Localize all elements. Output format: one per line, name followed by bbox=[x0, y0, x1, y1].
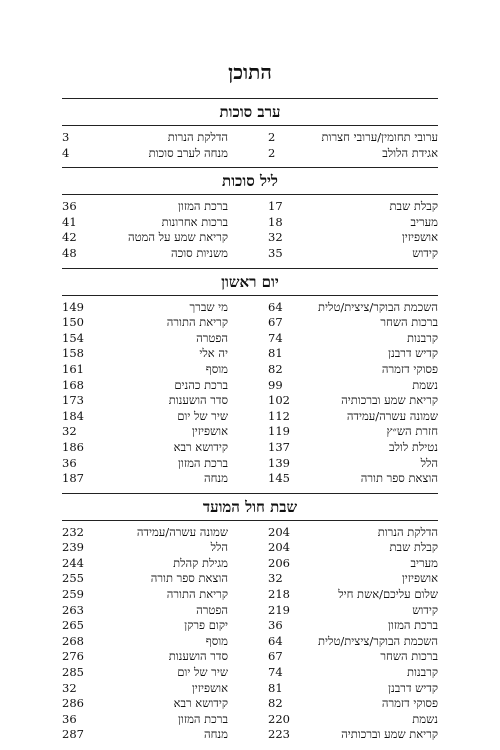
toc-entry[interactable] bbox=[250, 346, 438, 362]
entry-page-number: 3 bbox=[62, 130, 70, 144]
toc-entry[interactable] bbox=[250, 378, 438, 394]
entry-title: יה אלי bbox=[199, 346, 228, 361]
entry-page-number: 48 bbox=[62, 245, 77, 260]
toc-column-left bbox=[62, 199, 250, 261]
entry-page-number: 204 bbox=[268, 540, 290, 555]
entry-title: קבלת שבת bbox=[389, 540, 438, 555]
entry-page-number: 286 bbox=[62, 696, 84, 711]
entry-page-number: 32 bbox=[62, 680, 77, 695]
toc-entry[interactable] bbox=[62, 471, 250, 487]
entry-title: שיר של יום bbox=[177, 665, 228, 680]
entry-page-number: 220 bbox=[268, 711, 290, 726]
entry-page-number: 82 bbox=[268, 361, 283, 376]
toc-column-right bbox=[250, 199, 438, 261]
toc-section bbox=[62, 493, 438, 743]
toc-entry[interactable] bbox=[62, 665, 250, 681]
entry-title: שמונה עשרה/עמידה bbox=[346, 408, 438, 423]
entry-title: שיר של יום bbox=[177, 408, 228, 423]
toc-entry[interactable] bbox=[62, 300, 250, 316]
entry-page-number: 67 bbox=[268, 315, 283, 330]
entry-title: קרבנות bbox=[406, 330, 438, 345]
toc-entry[interactable] bbox=[62, 346, 250, 362]
entry-page-number: 42 bbox=[62, 230, 77, 245]
toc-column-left bbox=[62, 525, 250, 743]
toc-entry[interactable] bbox=[250, 556, 438, 572]
entry-page-number: 287 bbox=[62, 727, 84, 742]
toc-column-right bbox=[250, 130, 438, 161]
toc-entry[interactable] bbox=[62, 331, 250, 347]
toc-entry[interactable] bbox=[250, 712, 438, 728]
toc-entry[interactable] bbox=[250, 246, 438, 262]
entry-page-number: 259 bbox=[62, 587, 84, 602]
toc-entry[interactable] bbox=[250, 603, 438, 619]
toc-sections bbox=[62, 98, 438, 743]
entry-title: נשמת bbox=[412, 377, 438, 392]
entry-title: קידוש bbox=[412, 245, 438, 260]
entry-title: אושפיזין bbox=[401, 230, 438, 245]
entry-title: מוסף bbox=[205, 633, 228, 648]
entry-title: קדיש דרבנן bbox=[388, 680, 438, 695]
toc-entry[interactable] bbox=[250, 618, 438, 634]
toc-entry[interactable] bbox=[62, 618, 250, 634]
toc-entry[interactable] bbox=[250, 525, 438, 541]
toc-entry[interactable] bbox=[62, 378, 250, 394]
entry-title: קריאת התורה bbox=[166, 587, 228, 602]
toc-entry[interactable] bbox=[250, 409, 438, 425]
section-columns bbox=[62, 296, 438, 487]
entry-page-number: 187 bbox=[62, 471, 84, 486]
entry-page-number: 99 bbox=[268, 377, 283, 392]
entry-title: ברכות השחר bbox=[380, 649, 438, 664]
entry-title: נשמת bbox=[412, 711, 438, 726]
entry-title: אושפיזין bbox=[191, 680, 228, 695]
entry-page-number: 158 bbox=[62, 346, 84, 361]
toc-column-right bbox=[250, 300, 438, 487]
entry-title: סדר הושענות bbox=[168, 649, 228, 664]
entry-title: מגילת קהלת bbox=[173, 555, 228, 570]
entry-page-number: 119 bbox=[268, 424, 290, 439]
entry-page-number: 64 bbox=[268, 299, 283, 314]
entry-title: חזרת הש״ץ bbox=[386, 424, 438, 439]
entry-title: ברכת המזון bbox=[178, 711, 228, 726]
entry-title: קידושא רבא bbox=[173, 696, 228, 711]
toc-entry[interactable] bbox=[250, 456, 438, 472]
entry-page-number: 150 bbox=[62, 315, 84, 330]
toc-entry[interactable] bbox=[250, 393, 438, 409]
entry-page-number: 36 bbox=[268, 618, 283, 633]
entry-page-number: 206 bbox=[268, 555, 290, 570]
entry-page-number: 81 bbox=[268, 680, 283, 695]
entry-title: השכמת הבוקר/ציצית/טלית bbox=[318, 299, 438, 314]
toc-entry[interactable] bbox=[62, 199, 250, 215]
section-heading: שבת חול המועד bbox=[62, 493, 438, 521]
toc-entry[interactable] bbox=[250, 146, 438, 162]
entry-page-number: 102 bbox=[268, 393, 290, 408]
toc-entry[interactable] bbox=[250, 230, 438, 246]
entry-title: ערובי תחומין/ערובי חצרות bbox=[321, 130, 438, 144]
entry-page-number: 112 bbox=[268, 408, 290, 423]
entry-title: קריאת התורה bbox=[166, 315, 228, 330]
toc-entry[interactable] bbox=[62, 130, 250, 146]
toc-entry[interactable] bbox=[62, 456, 250, 472]
entry-title: קריאת שמע על המטה bbox=[127, 230, 228, 245]
entry-title: הפטרה bbox=[196, 330, 228, 345]
toc-entry[interactable] bbox=[250, 130, 438, 146]
entry-page-number: 18 bbox=[268, 214, 283, 229]
section-columns bbox=[62, 126, 438, 161]
entry-title: אגידת הלולב bbox=[382, 145, 438, 160]
toc-entry[interactable] bbox=[250, 634, 438, 650]
entry-page-number: 223 bbox=[268, 727, 290, 742]
toc-entry[interactable] bbox=[62, 230, 250, 246]
entry-page-number: 137 bbox=[268, 439, 290, 454]
entry-page-number: 4 bbox=[62, 145, 70, 160]
toc-entry[interactable] bbox=[62, 712, 250, 728]
toc-column-left bbox=[62, 300, 250, 487]
entry-title: קידוש bbox=[412, 602, 438, 617]
page-title: התוכן bbox=[228, 60, 272, 84]
entry-page-number: 244 bbox=[62, 555, 84, 570]
entry-title: קבלת שבת bbox=[389, 199, 438, 214]
toc-entry[interactable] bbox=[62, 409, 250, 425]
entry-page-number: 149 bbox=[62, 299, 84, 314]
entry-title: מנחה bbox=[204, 471, 228, 486]
entry-title: קריאת שמע וברכותיה bbox=[341, 727, 438, 742]
entry-title: משניות סוכה bbox=[170, 245, 228, 260]
entry-page-number: 285 bbox=[62, 665, 84, 680]
entry-page-number: 232 bbox=[62, 524, 84, 539]
entry-page-number: 36 bbox=[62, 199, 77, 214]
toc-entry[interactable] bbox=[62, 393, 250, 409]
toc-section bbox=[62, 98, 438, 161]
entry-title: ברכות השחר bbox=[380, 315, 438, 330]
entry-page-number: 265 bbox=[62, 618, 84, 633]
entry-title: מנחה לערב סוכות bbox=[148, 145, 228, 160]
toc-entry[interactable] bbox=[62, 440, 250, 456]
entry-title: מי שברך bbox=[189, 299, 228, 314]
entry-title: ברכת המזון bbox=[388, 618, 438, 633]
toc-entry[interactable] bbox=[62, 571, 250, 587]
toc-entry[interactable] bbox=[62, 362, 250, 378]
toc-entry[interactable] bbox=[250, 727, 438, 743]
entry-title: מעריב bbox=[410, 555, 438, 570]
toc-entry[interactable] bbox=[250, 471, 438, 487]
entry-title: קרבנות bbox=[406, 665, 438, 680]
entry-page-number: 255 bbox=[62, 571, 84, 586]
toc-entry[interactable] bbox=[250, 571, 438, 587]
entry-title: ברכות אחרונות bbox=[161, 214, 228, 229]
entry-page-number: 276 bbox=[62, 649, 84, 664]
entry-page-number: 41 bbox=[62, 214, 77, 229]
toc-entry[interactable] bbox=[250, 696, 438, 712]
toc-entry[interactable] bbox=[62, 315, 250, 331]
toc-entry[interactable] bbox=[62, 727, 250, 743]
entry-page-number: 204 bbox=[268, 524, 290, 539]
entry-title: ברכת המזון bbox=[178, 199, 228, 214]
entry-title: הדלקת הנרות bbox=[167, 130, 228, 144]
entry-title: פסוקי דזמרה bbox=[381, 361, 438, 376]
entry-page-number: 173 bbox=[62, 393, 84, 408]
toc-entry[interactable] bbox=[62, 525, 250, 541]
entry-page-number: 161 bbox=[62, 361, 84, 376]
entry-title: ברכת כהנים bbox=[174, 377, 228, 392]
toc-entry[interactable] bbox=[250, 315, 438, 331]
toc-entry[interactable] bbox=[250, 362, 438, 378]
toc-entry[interactable] bbox=[62, 587, 250, 603]
entry-page-number: 82 bbox=[268, 696, 283, 711]
entry-title: הלל bbox=[210, 540, 228, 555]
entry-title: הדלקת הנרות bbox=[377, 524, 438, 539]
toc-entry[interactable] bbox=[250, 424, 438, 440]
entry-title: הלל bbox=[420, 455, 438, 470]
entry-title: שלום עליכם/אשת חיל bbox=[338, 587, 438, 602]
entry-title: הוצאת ספר תורה bbox=[150, 571, 228, 586]
entry-title: מעריב bbox=[410, 214, 438, 229]
toc-entry[interactable] bbox=[62, 603, 250, 619]
toc-entry[interactable] bbox=[62, 696, 250, 712]
toc-column-left bbox=[62, 130, 250, 161]
toc-entry[interactable] bbox=[62, 146, 250, 162]
toc-entry[interactable] bbox=[250, 587, 438, 603]
section-columns bbox=[62, 521, 438, 743]
entry-title: השכמת הבוקר/ציצית/טלית bbox=[318, 633, 438, 648]
entry-title: סדר הושענות bbox=[168, 393, 228, 408]
toc-entry[interactable] bbox=[250, 331, 438, 347]
entry-page-number: 154 bbox=[62, 330, 84, 345]
toc-entry[interactable] bbox=[250, 665, 438, 681]
section-heading: יום ראשון bbox=[62, 268, 438, 296]
entry-page-number: 218 bbox=[268, 587, 290, 602]
toc-entry[interactable] bbox=[250, 540, 438, 556]
entry-page-number: 263 bbox=[62, 602, 84, 617]
toc-entry[interactable] bbox=[62, 215, 250, 231]
toc-entry[interactable] bbox=[250, 681, 438, 697]
entry-page-number: 35 bbox=[268, 245, 283, 260]
entry-page-number: 168 bbox=[62, 377, 84, 392]
toc-entry[interactable] bbox=[62, 424, 250, 440]
entry-page-number: 219 bbox=[268, 602, 290, 617]
section-columns bbox=[62, 195, 438, 261]
entry-title: קידושא רבא bbox=[173, 439, 228, 454]
entry-title: קדיש דרבנן bbox=[388, 346, 438, 361]
entry-title: הפטרה bbox=[196, 602, 228, 617]
entry-page-number: 145 bbox=[268, 471, 290, 486]
entry-page-number: 81 bbox=[268, 346, 283, 361]
toc-entry[interactable] bbox=[62, 556, 250, 572]
toc-page bbox=[62, 58, 438, 749]
entry-page-number: 239 bbox=[62, 540, 84, 555]
entry-page-number: 74 bbox=[268, 330, 283, 345]
entry-page-number: 139 bbox=[268, 455, 290, 470]
entry-page-number: 32 bbox=[268, 571, 283, 586]
toc-entry[interactable] bbox=[62, 681, 250, 697]
entry-page-number: 32 bbox=[62, 424, 77, 439]
entry-page-number: 17 bbox=[268, 199, 283, 214]
toc-section bbox=[62, 167, 438, 261]
entry-title: נטילת לולב bbox=[389, 439, 438, 454]
entry-title: הוצאת ספר תורה bbox=[360, 471, 438, 486]
toc-column-right bbox=[250, 525, 438, 743]
entry-title: מנחה bbox=[204, 727, 228, 742]
toc-entry[interactable] bbox=[62, 540, 250, 556]
section-heading: ליל סוכות bbox=[62, 167, 438, 195]
toc-entry[interactable] bbox=[250, 199, 438, 215]
entry-page-number: 32 bbox=[268, 230, 283, 245]
entry-title: שמונה עשרה/עמידה bbox=[136, 524, 228, 539]
entry-page-number: 64 bbox=[268, 633, 283, 648]
toc-entry[interactable] bbox=[250, 215, 438, 231]
entry-page-number: 2 bbox=[268, 145, 276, 160]
entry-page-number: 36 bbox=[62, 455, 77, 470]
entry-page-number: 74 bbox=[268, 665, 283, 680]
entry-page-number: 184 bbox=[62, 408, 84, 423]
toc-section bbox=[62, 268, 438, 487]
entry-title: קריאת שמע וברכותיה bbox=[341, 393, 438, 408]
entry-title: מוסף bbox=[205, 361, 228, 376]
toc-entry[interactable] bbox=[62, 649, 250, 665]
entry-title: אושפיזין bbox=[191, 424, 228, 439]
entry-title: יקום פרקן bbox=[184, 618, 228, 633]
entry-page-number: 268 bbox=[62, 633, 84, 648]
entry-title: ברכת המזון bbox=[178, 455, 228, 470]
toc-entry[interactable] bbox=[62, 634, 250, 650]
section-heading: ערב סוכות bbox=[62, 98, 438, 126]
entry-page-number: 36 bbox=[62, 711, 77, 726]
toc-entry[interactable] bbox=[250, 440, 438, 456]
toc-entry[interactable] bbox=[62, 246, 250, 262]
toc-entry[interactable] bbox=[250, 300, 438, 316]
entry-page-number: 2 bbox=[268, 130, 276, 144]
toc-entry[interactable] bbox=[250, 649, 438, 665]
entry-page-number: 67 bbox=[268, 649, 283, 664]
entry-title: פסוקי דזמרה bbox=[381, 696, 438, 711]
entry-title: אושפיזין bbox=[401, 571, 438, 586]
entry-page-number: 186 bbox=[62, 439, 84, 454]
